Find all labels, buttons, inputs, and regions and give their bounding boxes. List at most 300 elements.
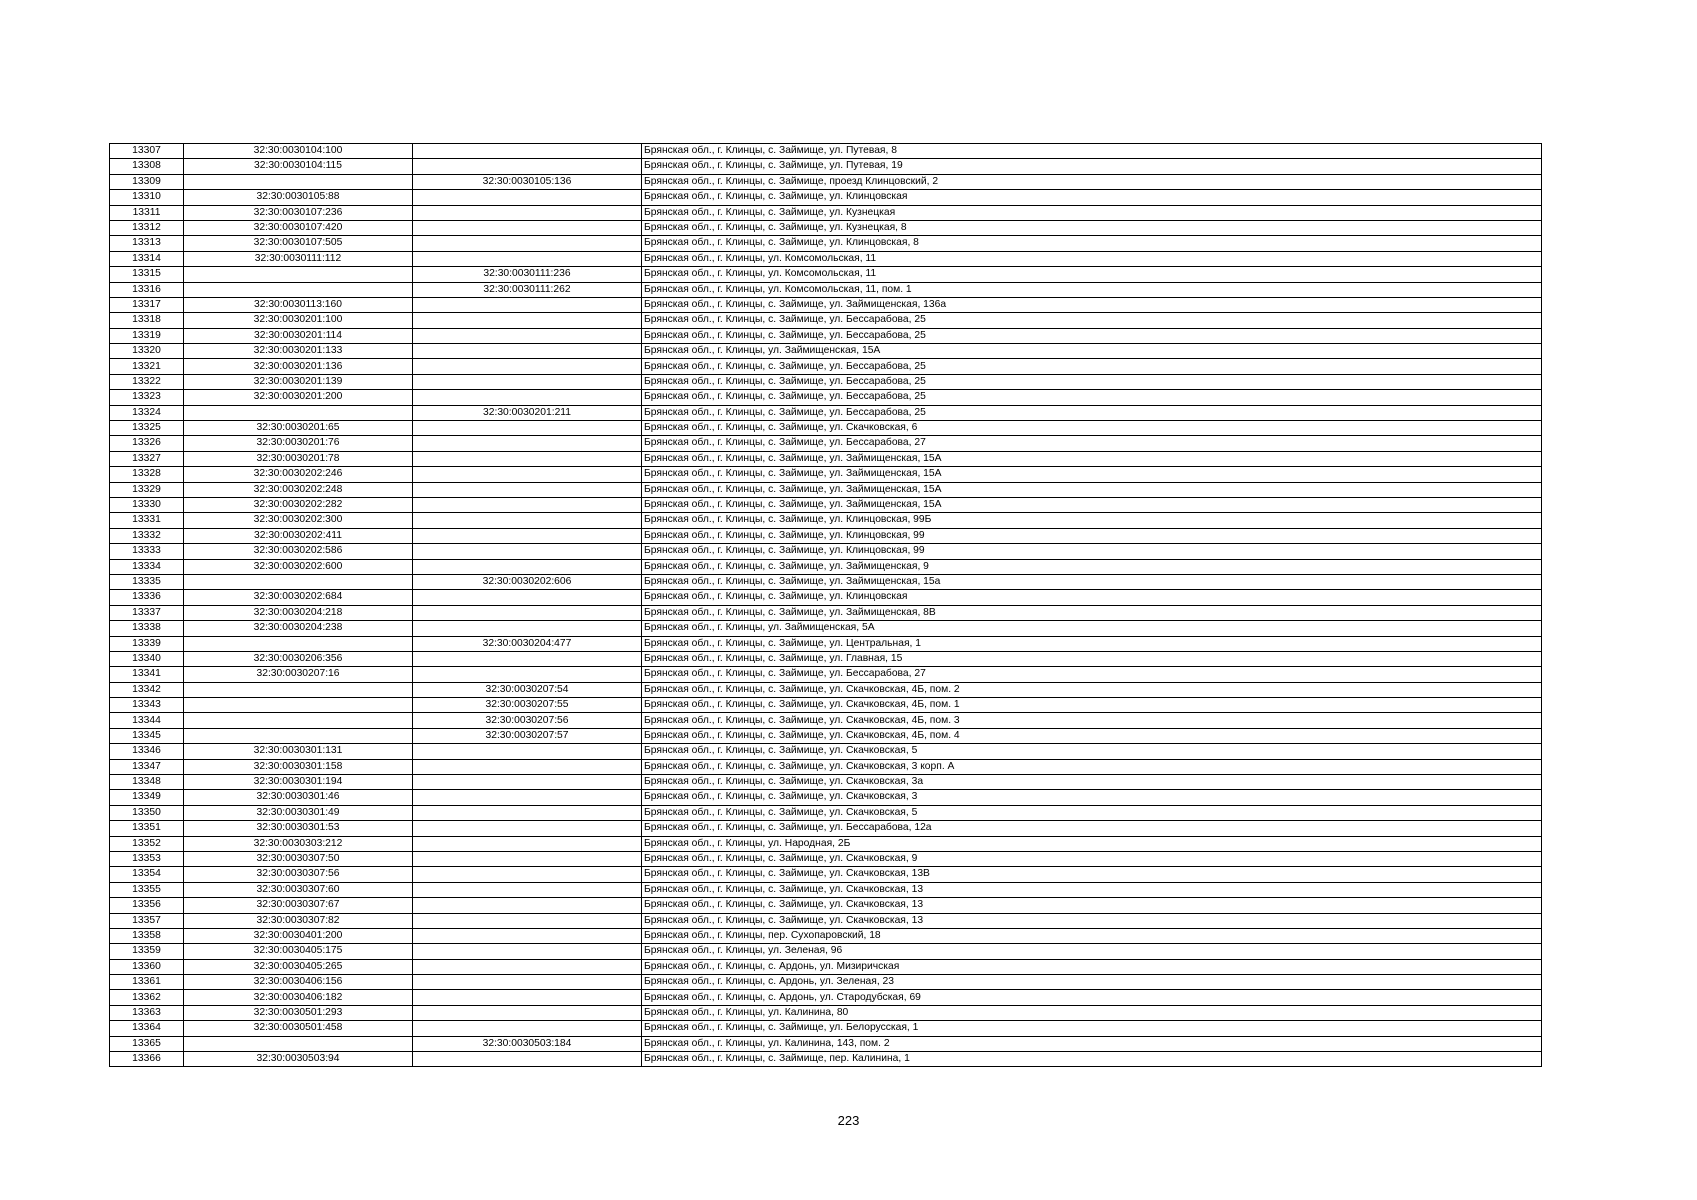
- address-cell: Брянская обл., г. Клинцы, с. Займище, ул. Скачковская, 6: [642, 421, 1542, 436]
- table-row: [110, 344, 1542, 359]
- land-cadastral-number-cell: [184, 282, 413, 297]
- building-cadastral-number-cell: [413, 467, 642, 482]
- address-cell: Брянская обл., г. Клинцы, с. Займище, пер. Калинина, 1: [642, 1052, 1542, 1067]
- table-row: [110, 513, 1542, 528]
- building-cadastral-number-cell: [413, 959, 642, 974]
- land-cadastral-number-cell: 32:30:0030406:182: [184, 990, 413, 1005]
- table-row: [110, 759, 1542, 774]
- address-cell: Брянская обл., г. Клинцы, ул. Народная, 2Б: [642, 836, 1542, 851]
- table-row: [110, 775, 1542, 790]
- address-cell: Брянская обл., г. Клинцы, с. Займище, ул. Клинцовская, 99: [642, 528, 1542, 543]
- land-cadastral-number-cell: 32:30:0030501:458: [184, 1021, 413, 1036]
- land-cadastral-number-cell: 32:30:0030301:194: [184, 775, 413, 790]
- land-cadastral-number-cell: 32:30:0030301:49: [184, 805, 413, 820]
- row-number-cell: 13337: [110, 605, 184, 620]
- building-cadastral-number-cell: [413, 805, 642, 820]
- building-cadastral-number-cell: [413, 482, 642, 497]
- building-cadastral-number-cell: 32:30:0030111:236: [413, 267, 642, 282]
- row-number-cell: 13353: [110, 851, 184, 866]
- building-cadastral-number-cell: [413, 497, 642, 512]
- address-cell: Брянская обл., г. Клинцы, с. Займище, ул. Бессарабова, 25: [642, 328, 1542, 343]
- table-row: [110, 421, 1542, 436]
- table-row: [110, 621, 1542, 636]
- address-cell: Брянская обл., г. Клинцы, с. Займище, ул. Займищенская, 15А: [642, 467, 1542, 482]
- land-cadastral-number-cell: 32:30:0030202:300: [184, 513, 413, 528]
- table-row: [110, 913, 1542, 928]
- table-body: [110, 144, 1542, 1067]
- building-cadastral-number-cell: [413, 544, 642, 559]
- address-cell: Брянская обл., г. Клинцы, с. Займище, ул. Главная, 15: [642, 651, 1542, 666]
- building-cadastral-number-cell: [413, 421, 642, 436]
- table-row: [110, 744, 1542, 759]
- land-cadastral-number-cell: 32:30:0030307:67: [184, 898, 413, 913]
- land-cadastral-number-cell: [184, 574, 413, 589]
- table-row: [110, 390, 1542, 405]
- table-row: [110, 959, 1542, 974]
- table-row: [110, 867, 1542, 882]
- building-cadastral-number-cell: [413, 882, 642, 897]
- row-number-cell: 13365: [110, 1036, 184, 1051]
- table-row: [110, 851, 1542, 866]
- address-cell: Брянская обл., г. Клинцы, с. Займище, ул. Скачковская, 3а: [642, 775, 1542, 790]
- row-number-cell: 13316: [110, 282, 184, 297]
- table-row: [110, 220, 1542, 235]
- address-cell: Брянская обл., г. Клинцы, с. Займище, ул. Скачковская, 13: [642, 913, 1542, 928]
- land-cadastral-number-cell: 32:30:0030307:50: [184, 851, 413, 866]
- row-number-cell: 13332: [110, 528, 184, 543]
- building-cadastral-number-cell: [413, 297, 642, 312]
- land-cadastral-number-cell: 32:30:0030107:236: [184, 205, 413, 220]
- cadastral-table: [109, 143, 1542, 1067]
- row-number-cell: 13360: [110, 959, 184, 974]
- row-number-cell: 13309: [110, 174, 184, 189]
- address-cell: Брянская обл., г. Клинцы, с. Займище, ул. Скачковская, 3 корп. А: [642, 759, 1542, 774]
- building-cadastral-number-cell: [413, 1005, 642, 1020]
- row-number-cell: 13313: [110, 236, 184, 251]
- land-cadastral-number-cell: 32:30:0030406:156: [184, 975, 413, 990]
- land-cadastral-number-cell: 32:30:0030204:218: [184, 605, 413, 620]
- row-number-cell: 13308: [110, 159, 184, 174]
- table-row: [110, 190, 1542, 205]
- address-cell: Брянская обл., г. Клинцы, с. Займище, ул. Скачковская, 5: [642, 744, 1542, 759]
- land-cadastral-number-cell: [184, 267, 413, 282]
- building-cadastral-number-cell: [413, 1021, 642, 1036]
- row-number-cell: 13340: [110, 651, 184, 666]
- land-cadastral-number-cell: 32:30:0030202:246: [184, 467, 413, 482]
- address-cell: Брянская обл., г. Клинцы, ул. Займищенская, 15А: [642, 344, 1542, 359]
- table-row: [110, 1005, 1542, 1020]
- row-number-cell: 13336: [110, 590, 184, 605]
- land-cadastral-number-cell: 32:30:0030201:133: [184, 344, 413, 359]
- land-cadastral-number-cell: 32:30:0030307:56: [184, 867, 413, 882]
- land-cadastral-number-cell: 32:30:0030201:136: [184, 359, 413, 374]
- land-cadastral-number-cell: [184, 405, 413, 420]
- land-cadastral-number-cell: 32:30:0030501:293: [184, 1005, 413, 1020]
- building-cadastral-number-cell: 32:30:0030503:184: [413, 1036, 642, 1051]
- row-number-cell: 13354: [110, 867, 184, 882]
- address-cell: Брянская обл., г. Клинцы, с. Займище, ул. Займищенская, 15А: [642, 451, 1542, 466]
- land-cadastral-number-cell: 32:30:0030202:248: [184, 482, 413, 497]
- row-number-cell: 13307: [110, 144, 184, 159]
- row-number-cell: 13324: [110, 405, 184, 420]
- building-cadastral-number-cell: [413, 651, 642, 666]
- address-cell: Брянская обл., г. Клинцы, с. Займище, ул. Бессарабова, 27: [642, 667, 1542, 682]
- table-row: [110, 267, 1542, 282]
- building-cadastral-number-cell: [413, 928, 642, 943]
- land-cadastral-number-cell: [184, 636, 413, 651]
- building-cadastral-number-cell: [413, 821, 642, 836]
- building-cadastral-number-cell: [413, 328, 642, 343]
- table-row: [110, 882, 1542, 897]
- address-cell: Брянская обл., г. Клинцы, с. Займище, ул. Скачковская, 4Б, пом. 4: [642, 728, 1542, 743]
- address-cell: Брянская обл., г. Клинцы, ул. Комсомольская, 11, пом. 1: [642, 282, 1542, 297]
- row-number-cell: 13342: [110, 682, 184, 697]
- row-number-cell: 13312: [110, 220, 184, 235]
- address-cell: Брянская обл., г. Клинцы, с. Займище, ул. Белорусская, 1: [642, 1021, 1542, 1036]
- row-number-cell: 13339: [110, 636, 184, 651]
- building-cadastral-number-cell: 32:30:0030207:55: [413, 698, 642, 713]
- land-cadastral-number-cell: 32:30:0030405:265: [184, 959, 413, 974]
- row-number-cell: 13343: [110, 698, 184, 713]
- building-cadastral-number-cell: [413, 374, 642, 389]
- address-cell: Брянская обл., г. Клинцы, ул. Комсомольская, 11: [642, 251, 1542, 266]
- building-cadastral-number-cell: [413, 759, 642, 774]
- table-row: [110, 682, 1542, 697]
- table-row: [110, 790, 1542, 805]
- table-row: [110, 436, 1542, 451]
- row-number-cell: 13327: [110, 451, 184, 466]
- table-row: [110, 651, 1542, 666]
- address-cell: Брянская обл., г. Клинцы, с. Займище, ул. Центральная, 1: [642, 636, 1542, 651]
- address-cell: Брянская обл., г. Клинцы, с. Займище, ул. Скачковская, 13В: [642, 867, 1542, 882]
- row-number-cell: 13359: [110, 944, 184, 959]
- address-cell: Брянская обл., г. Клинцы, с. Займище, ул. Бессарабова, 25: [642, 390, 1542, 405]
- building-cadastral-number-cell: [413, 313, 642, 328]
- address-cell: Брянская обл., г. Клинцы, с. Займище, ул. Скачковская, 9: [642, 851, 1542, 866]
- table-row: [110, 836, 1542, 851]
- row-number-cell: 13366: [110, 1052, 184, 1067]
- address-cell: Брянская обл., г. Клинцы, с. Займище, ул. Скачковская, 4Б, пом. 1: [642, 698, 1542, 713]
- building-cadastral-number-cell: [413, 159, 642, 174]
- land-cadastral-number-cell: 32:30:0030201:65: [184, 421, 413, 436]
- address-cell: Брянская обл., г. Клинцы, с. Займище, ул. Скачковская, 13: [642, 882, 1542, 897]
- row-number-cell: 13319: [110, 328, 184, 343]
- page-number: 223: [837, 1113, 860, 1128]
- land-cadastral-number-cell: 32:30:0030206:356: [184, 651, 413, 666]
- building-cadastral-number-cell: 32:30:0030105:136: [413, 174, 642, 189]
- table-row: [110, 605, 1542, 620]
- row-number-cell: 13345: [110, 728, 184, 743]
- table-row: [110, 713, 1542, 728]
- table-row: [110, 990, 1542, 1005]
- address-cell: Брянская обл., г. Клинцы, с. Займище, ул. Клинцовская, 8: [642, 236, 1542, 251]
- table-row: [110, 574, 1542, 589]
- land-cadastral-number-cell: [184, 174, 413, 189]
- building-cadastral-number-cell: 32:30:0030204:477: [413, 636, 642, 651]
- row-number-cell: 13333: [110, 544, 184, 559]
- row-number-cell: 13361: [110, 975, 184, 990]
- building-cadastral-number-cell: [413, 559, 642, 574]
- address-cell: Брянская обл., г. Клинцы, с. Займище, ул. Клинцовская: [642, 590, 1542, 605]
- table-row: [110, 282, 1542, 297]
- address-cell: Брянская обл., г. Клинцы, ул. Калинина, 143, пом. 2: [642, 1036, 1542, 1051]
- address-cell: Брянская обл., г. Клинцы, ул. Калинина, 80: [642, 1005, 1542, 1020]
- row-number-cell: 13351: [110, 821, 184, 836]
- table-row: [110, 667, 1542, 682]
- building-cadastral-number-cell: 32:30:0030207:54: [413, 682, 642, 697]
- table-row: [110, 528, 1542, 543]
- address-cell: Брянская обл., г. Клинцы, с. Займище, ул. Путевая, 19: [642, 159, 1542, 174]
- land-cadastral-number-cell: 32:30:0030104:100: [184, 144, 413, 159]
- row-number-cell: 13350: [110, 805, 184, 820]
- table-row: [110, 805, 1542, 820]
- address-cell: Брянская обл., г. Клинцы, с. Займище, ул. Клинцовская: [642, 190, 1542, 205]
- address-cell: Брянская обл., г. Клинцы, с. Займище, проезд Клинцовский, 2: [642, 174, 1542, 189]
- row-number-cell: 13364: [110, 1021, 184, 1036]
- address-cell: Брянская обл., г. Клинцы, с. Займище, ул. Бессарабова, 25: [642, 405, 1542, 420]
- building-cadastral-number-cell: [413, 605, 642, 620]
- building-cadastral-number-cell: 32:30:0030202:606: [413, 574, 642, 589]
- land-cadastral-number-cell: 32:30:0030201:139: [184, 374, 413, 389]
- land-cadastral-number-cell: 32:30:0030301:158: [184, 759, 413, 774]
- table-row: [110, 898, 1542, 913]
- land-cadastral-number-cell: 32:30:0030307:60: [184, 882, 413, 897]
- table-row: [110, 636, 1542, 651]
- table-row: [110, 359, 1542, 374]
- land-cadastral-number-cell: 32:30:0030111:112: [184, 251, 413, 266]
- building-cadastral-number-cell: [413, 775, 642, 790]
- row-number-cell: 13325: [110, 421, 184, 436]
- row-number-cell: 13335: [110, 574, 184, 589]
- building-cadastral-number-cell: [413, 205, 642, 220]
- land-cadastral-number-cell: 32:30:0030401:200: [184, 928, 413, 943]
- land-cadastral-number-cell: 32:30:0030202:600: [184, 559, 413, 574]
- land-cadastral-number-cell: 32:30:0030405:175: [184, 944, 413, 959]
- row-number-cell: 13323: [110, 390, 184, 405]
- table-row: [110, 590, 1542, 605]
- land-cadastral-number-cell: 32:30:0030105:88: [184, 190, 413, 205]
- table-row: [110, 374, 1542, 389]
- address-cell: Брянская обл., г. Клинцы, с. Займище, ул. Скачковская, 13: [642, 898, 1542, 913]
- building-cadastral-number-cell: [413, 990, 642, 1005]
- land-cadastral-number-cell: 32:30:0030503:94: [184, 1052, 413, 1067]
- land-cadastral-number-cell: 32:30:0030202:411: [184, 528, 413, 543]
- table-row: [110, 482, 1542, 497]
- row-number-cell: 13349: [110, 790, 184, 805]
- table-row: [110, 559, 1542, 574]
- table-row: [110, 205, 1542, 220]
- building-cadastral-number-cell: 32:30:0030207:57: [413, 728, 642, 743]
- row-number-cell: 13362: [110, 990, 184, 1005]
- table-row: [110, 975, 1542, 990]
- land-cadastral-number-cell: 32:30:0030104:115: [184, 159, 413, 174]
- address-cell: Брянская обл., г. Клинцы, с. Ардонь, ул. Мизиричская: [642, 959, 1542, 974]
- building-cadastral-number-cell: [413, 744, 642, 759]
- row-number-cell: 13328: [110, 467, 184, 482]
- address-cell: Брянская обл., г. Клинцы, с. Ардонь, ул. Зеленая, 23: [642, 975, 1542, 990]
- row-number-cell: 13344: [110, 713, 184, 728]
- address-cell: Брянская обл., г. Клинцы, с. Займище, ул. Займищенская, 9: [642, 559, 1542, 574]
- address-cell: Брянская обл., г. Клинцы, с. Займище, ул. Займищенская, 15А: [642, 482, 1542, 497]
- building-cadastral-number-cell: [413, 790, 642, 805]
- land-cadastral-number-cell: 32:30:0030301:46: [184, 790, 413, 805]
- building-cadastral-number-cell: [413, 867, 642, 882]
- address-cell: Брянская обл., г. Клинцы, с. Займище, ул. Займищенская, 15А: [642, 497, 1542, 512]
- table-row: [110, 144, 1542, 159]
- building-cadastral-number-cell: [413, 975, 642, 990]
- land-cadastral-number-cell: 32:30:0030201:76: [184, 436, 413, 451]
- address-cell: Брянская обл., г. Клинцы, с. Займище, ул. Путевая, 8: [642, 144, 1542, 159]
- building-cadastral-number-cell: [413, 451, 642, 466]
- land-cadastral-number-cell: 32:30:0030201:200: [184, 390, 413, 405]
- building-cadastral-number-cell: [413, 851, 642, 866]
- building-cadastral-number-cell: [413, 190, 642, 205]
- land-cadastral-number-cell: [184, 728, 413, 743]
- row-number-cell: 13334: [110, 559, 184, 574]
- row-number-cell: 13318: [110, 313, 184, 328]
- land-cadastral-number-cell: 32:30:0030201:114: [184, 328, 413, 343]
- table-row: [110, 1052, 1542, 1067]
- land-cadastral-number-cell: 32:30:0030201:100: [184, 313, 413, 328]
- table-row: [110, 174, 1542, 189]
- building-cadastral-number-cell: [413, 390, 642, 405]
- land-cadastral-number-cell: [184, 682, 413, 697]
- address-cell: Брянская обл., г. Клинцы, ул. Комсомольская, 11: [642, 267, 1542, 282]
- table-row: [110, 159, 1542, 174]
- table-row: [110, 451, 1542, 466]
- address-cell: Брянская обл., г. Клинцы, с. Займище, ул. Скачковская, 5: [642, 805, 1542, 820]
- table-row: [110, 467, 1542, 482]
- building-cadastral-number-cell: [413, 836, 642, 851]
- building-cadastral-number-cell: [413, 1052, 642, 1067]
- land-cadastral-number-cell: 32:30:0030207:16: [184, 667, 413, 682]
- table-row: [110, 313, 1542, 328]
- land-cadastral-number-cell: 32:30:0030113:160: [184, 297, 413, 312]
- row-number-cell: 13320: [110, 344, 184, 359]
- address-cell: Брянская обл., г. Клинцы, с. Займище, ул. Бессарабова, 27: [642, 436, 1542, 451]
- row-number-cell: 13357: [110, 913, 184, 928]
- land-cadastral-number-cell: 32:30:0030301:53: [184, 821, 413, 836]
- row-number-cell: 13322: [110, 374, 184, 389]
- row-number-cell: 13356: [110, 898, 184, 913]
- address-cell: Брянская обл., г. Клинцы, с. Займище, ул. Бессарабова, 25: [642, 374, 1542, 389]
- row-number-cell: 13311: [110, 205, 184, 220]
- table-row: [110, 497, 1542, 512]
- row-number-cell: 13338: [110, 621, 184, 636]
- row-number-cell: 13341: [110, 667, 184, 682]
- building-cadastral-number-cell: [413, 590, 642, 605]
- land-cadastral-number-cell: 32:30:0030107:420: [184, 220, 413, 235]
- address-cell: Брянская обл., г. Клинцы, с. Займище, ул. Бессарабова, 25: [642, 359, 1542, 374]
- table-row: [110, 405, 1542, 420]
- table-row: [110, 944, 1542, 959]
- address-cell: Брянская обл., г. Клинцы, с. Займище, ул. Клинцовская, 99Б: [642, 513, 1542, 528]
- address-cell: Брянская обл., г. Клинцы, с. Займище, ул. Займищенская, 8В: [642, 605, 1542, 620]
- row-number-cell: 13347: [110, 759, 184, 774]
- table-row: [110, 1021, 1542, 1036]
- row-number-cell: 13321: [110, 359, 184, 374]
- row-number-cell: 13330: [110, 497, 184, 512]
- row-number-cell: 13317: [110, 297, 184, 312]
- row-number-cell: 13355: [110, 882, 184, 897]
- building-cadastral-number-cell: 32:30:0030201:211: [413, 405, 642, 420]
- building-cadastral-number-cell: [413, 513, 642, 528]
- address-cell: Брянская обл., г. Клинцы, с. Займище, ул. Кузнецкая: [642, 205, 1542, 220]
- building-cadastral-number-cell: [413, 898, 642, 913]
- land-cadastral-number-cell: 32:30:0030201:78: [184, 451, 413, 466]
- land-cadastral-number-cell: 32:30:0030301:131: [184, 744, 413, 759]
- building-cadastral-number-cell: [413, 667, 642, 682]
- address-cell: Брянская обл., г. Клинцы, с. Займище, ул. Кузнецкая, 8: [642, 220, 1542, 235]
- table-row: [110, 821, 1542, 836]
- address-cell: Брянская обл., г. Клинцы, ул. Зеленая, 96: [642, 944, 1542, 959]
- land-cadastral-number-cell: [184, 713, 413, 728]
- row-number-cell: 13326: [110, 436, 184, 451]
- row-number-cell: 13315: [110, 267, 184, 282]
- land-cadastral-number-cell: [184, 1036, 413, 1051]
- table-row: [110, 236, 1542, 251]
- address-cell: Брянская обл., г. Клинцы, пер. Сухопаровский, 18: [642, 928, 1542, 943]
- address-cell: Брянская обл., г. Клинцы, с. Займище, ул. Скачковская, 4Б, пом. 2: [642, 682, 1542, 697]
- building-cadastral-number-cell: [413, 344, 642, 359]
- address-cell: Брянская обл., г. Клинцы, с. Займище, ул. Займищенская, 15а: [642, 574, 1542, 589]
- building-cadastral-number-cell: [413, 144, 642, 159]
- address-cell: Брянская обл., г. Клинцы, с. Займище, ул. Бессарабова, 12а: [642, 821, 1542, 836]
- address-cell: Брянская обл., г. Клинцы, с. Займище, ул. Клинцовская, 99: [642, 544, 1542, 559]
- address-cell: Брянская обл., г. Клинцы, ул. Займищенская, 5А: [642, 621, 1542, 636]
- row-number-cell: 13358: [110, 928, 184, 943]
- building-cadastral-number-cell: [413, 436, 642, 451]
- row-number-cell: 13363: [110, 1005, 184, 1020]
- row-number-cell: 13310: [110, 190, 184, 205]
- table-row: [110, 297, 1542, 312]
- building-cadastral-number-cell: [413, 528, 642, 543]
- building-cadastral-number-cell: [413, 220, 642, 235]
- land-cadastral-number-cell: 32:30:0030202:282: [184, 497, 413, 512]
- table-row: [110, 328, 1542, 343]
- building-cadastral-number-cell: 32:30:0030111:262: [413, 282, 642, 297]
- table-row: [110, 928, 1542, 943]
- row-number-cell: 13352: [110, 836, 184, 851]
- land-cadastral-number-cell: 32:30:0030307:82: [184, 913, 413, 928]
- table-row: [110, 698, 1542, 713]
- land-cadastral-number-cell: [184, 698, 413, 713]
- building-cadastral-number-cell: [413, 913, 642, 928]
- land-cadastral-number-cell: 32:30:0030107:505: [184, 236, 413, 251]
- row-number-cell: 13346: [110, 744, 184, 759]
- building-cadastral-number-cell: [413, 944, 642, 959]
- land-cadastral-number-cell: 32:30:0030204:238: [184, 621, 413, 636]
- building-cadastral-number-cell: [413, 251, 642, 266]
- address-cell: Брянская обл., г. Клинцы, с. Займище, ул. Скачковская, 3: [642, 790, 1542, 805]
- row-number-cell: 13331: [110, 513, 184, 528]
- building-cadastral-number-cell: [413, 359, 642, 374]
- land-cadastral-number-cell: 32:30:0030202:684: [184, 590, 413, 605]
- land-cadastral-number-cell: 32:30:0030303:212: [184, 836, 413, 851]
- building-cadastral-number-cell: 32:30:0030207:56: [413, 713, 642, 728]
- address-cell: Брянская обл., г. Клинцы, с. Займище, ул. Бессарабова, 25: [642, 313, 1542, 328]
- table-row: [110, 544, 1542, 559]
- table-row: [110, 1036, 1542, 1051]
- table-row: [110, 728, 1542, 743]
- table-row: [110, 251, 1542, 266]
- row-number-cell: 13314: [110, 251, 184, 266]
- row-number-cell: 13348: [110, 775, 184, 790]
- row-number-cell: 13329: [110, 482, 184, 497]
- address-cell: Брянская обл., г. Клинцы, с. Займище, ул. Займищенская, 136а: [642, 297, 1542, 312]
- address-cell: Брянская обл., г. Клинцы, с. Займище, ул. Скачковская, 4Б, пом. 3: [642, 713, 1542, 728]
- building-cadastral-number-cell: [413, 236, 642, 251]
